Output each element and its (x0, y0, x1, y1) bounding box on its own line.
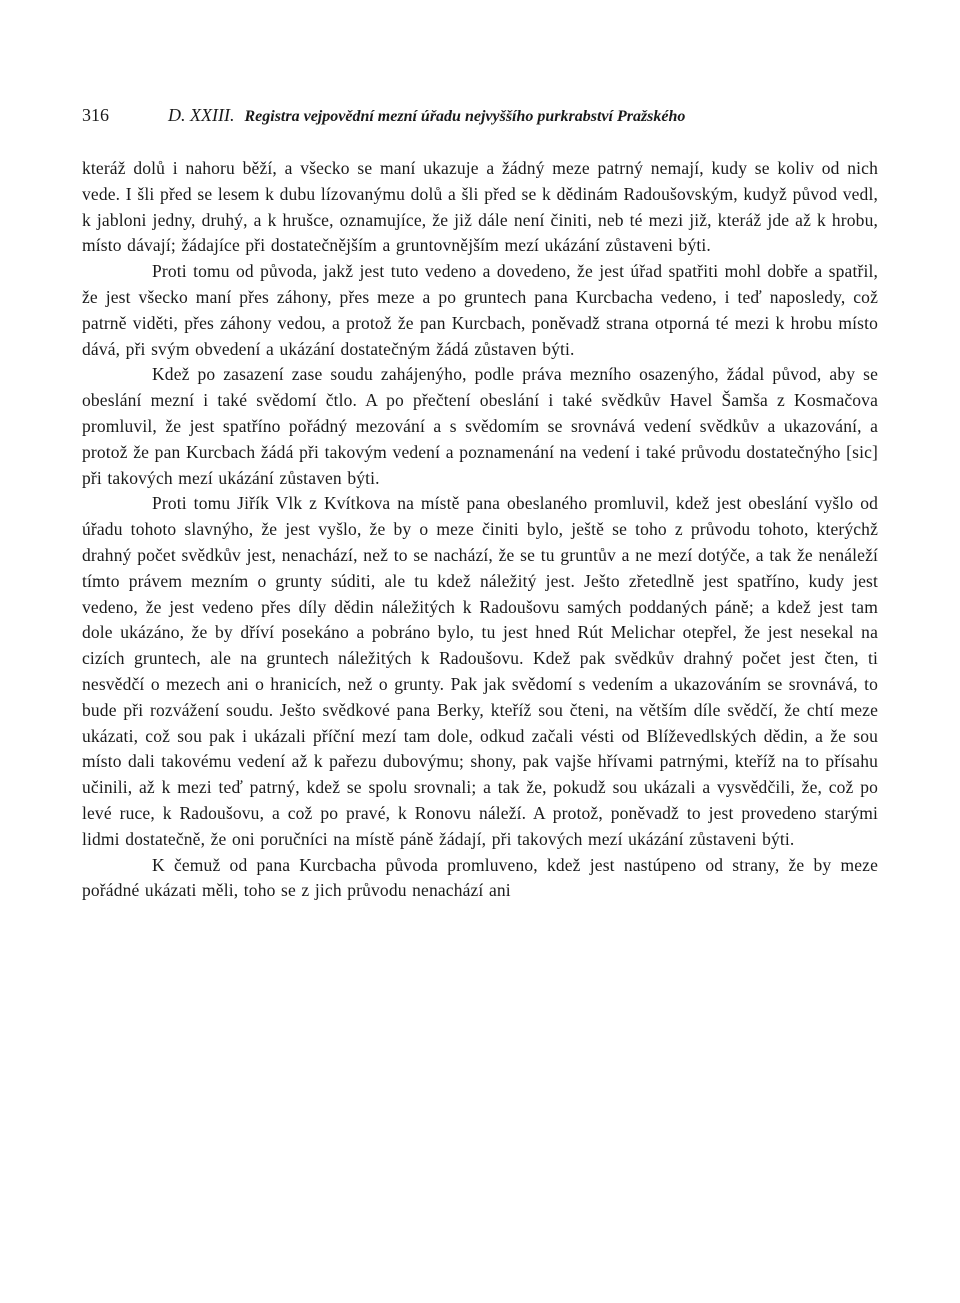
body-text (82, 156, 878, 904)
running-title: Registra vejpovědní mezní úřadu nejvyššího purkrabství Pražského (244, 108, 686, 125)
page-number: 316 (82, 105, 109, 125)
document-page (82, 102, 878, 904)
paragraph: Proti tomu Jiřík Vlk z Kvítkova na místě pana obeslaného promluvil, kdež jest obeslání vyšlo od úřadu tohoto slavnýho, že jest vyšlo, že by o meze činiti bylo, ještě se toho z průvodu tohoto, kterýchž drahný počet svědkův jest, nenachází, než to se nachází, že se tu gruntův a ne mezí dotýče, a tak že nenáleží tímto právem mezním o grunty súditi, ale tu kdež náležitý jest. Ješto zřetedlně jest spatříno, kudy jest vedeno, že jest vedeno přes díly dědin náležitých k Radoušovu samých poddaných páně; a kdež jest tam dole ukázáno, že by dříví posekáno a pobráno bylo, tu jest hned Rút Melichar otepřel, že jest nesekal na cizích gruntech, ale na gruntech náležitých k Radoušovu. Kdež pak svědkův drahný počet jest čten, ti nesvědčí o mezech ani o hranicích, než o grunty. Pak jak svědomí s vedením a ukazováním se srovnává, to bude při rozvážení soudu. Ješto svědkové pana Berky, kteříž sou čteni, na větším díle svědčí, že chtí meze ukázati, což sou pak i ukázali příční mezí tam dole, odkud začali vésti od Blíževedlských dědin, a že sou místo dali takovému vedení až k pařezu dubovýmu; shony, pak vajše hřívami patrnými, kteříž na to přísahu učinili, až k mezi teď patrný, kdež se spolu srovnali; a tak že, pokudž sou ukázali a vysvědčili, že, což po levé ruce, k Radoušovu, a což po pravé, k Ronovu náleží. A protož, poněvadž to jest provedeno starými lidmi dostatečně, že oni poručníci na místě páně žádají, při takových mezí ukázání zůstaveni býti. (82, 493, 878, 849)
paragraph: Proti tomu od původa, jakž jest tuto vedeno a dovedeno, že jest úřad spatřiti mohl dobře a spatřil, že jest všecko maní přes záhony, přes meze a po gruntech pana Kurcbacha vedeno, i teď naposledy, což patrně viděti, přes záhony vedou, a protož že pan Kurcbach, poněvadž strana otporná té mezi k hrobu místo dává, při svým obvedení a ukázání dostatečným žádá zůstaven býti. (82, 261, 878, 359)
paragraph: Kdež po zasazení zase soudu zahájenýho, podle práva mezního osazenýho, žádal původ, aby se obeslání mezní i také svědomí čtlo. A po přečtení obeslání i také svědkův Havel Šamša z Kosmačova promluvil, že jest spatříno pořádný mezování a s svědomím se srovnává vedení svědkův a ukazování, a protož že pan Kurcbach žádá při takovým vedení a poznamenání na vedení i také průvodu dostatečnýho [sic] při takových mezí ukázání zůstaven býti. (82, 364, 878, 488)
section-number: D. XXIII. (168, 105, 235, 125)
running-head (82, 102, 878, 130)
paragraph-continuation: kteráž dolů i nahoru běží, a všecko se maní ukazuje a žádný meze patrný nemají, kudy se koliv od nich vede. I šli před se lesem k dubu lízovanýmu dolů a šli před se k dědinám Radoušovským, kudyž původ vedl, k jabloni jedny, druhý, a k hrušce, oznamujíce, že již dále není činiti, neb té mezi již, kteráž jde až k hrobu, místo dávají; žádajíce při dostatečnějším a gruntovnějším mezí ukázání zůstaveni býti. (82, 158, 878, 256)
paragraph: K čemuž od pana Kurcbacha původa promluveno, kdež jest nastúpeno od strany, že by meze pořádné ukázati měli, toho se z jich průvodu nenachází ani (82, 854, 878, 901)
